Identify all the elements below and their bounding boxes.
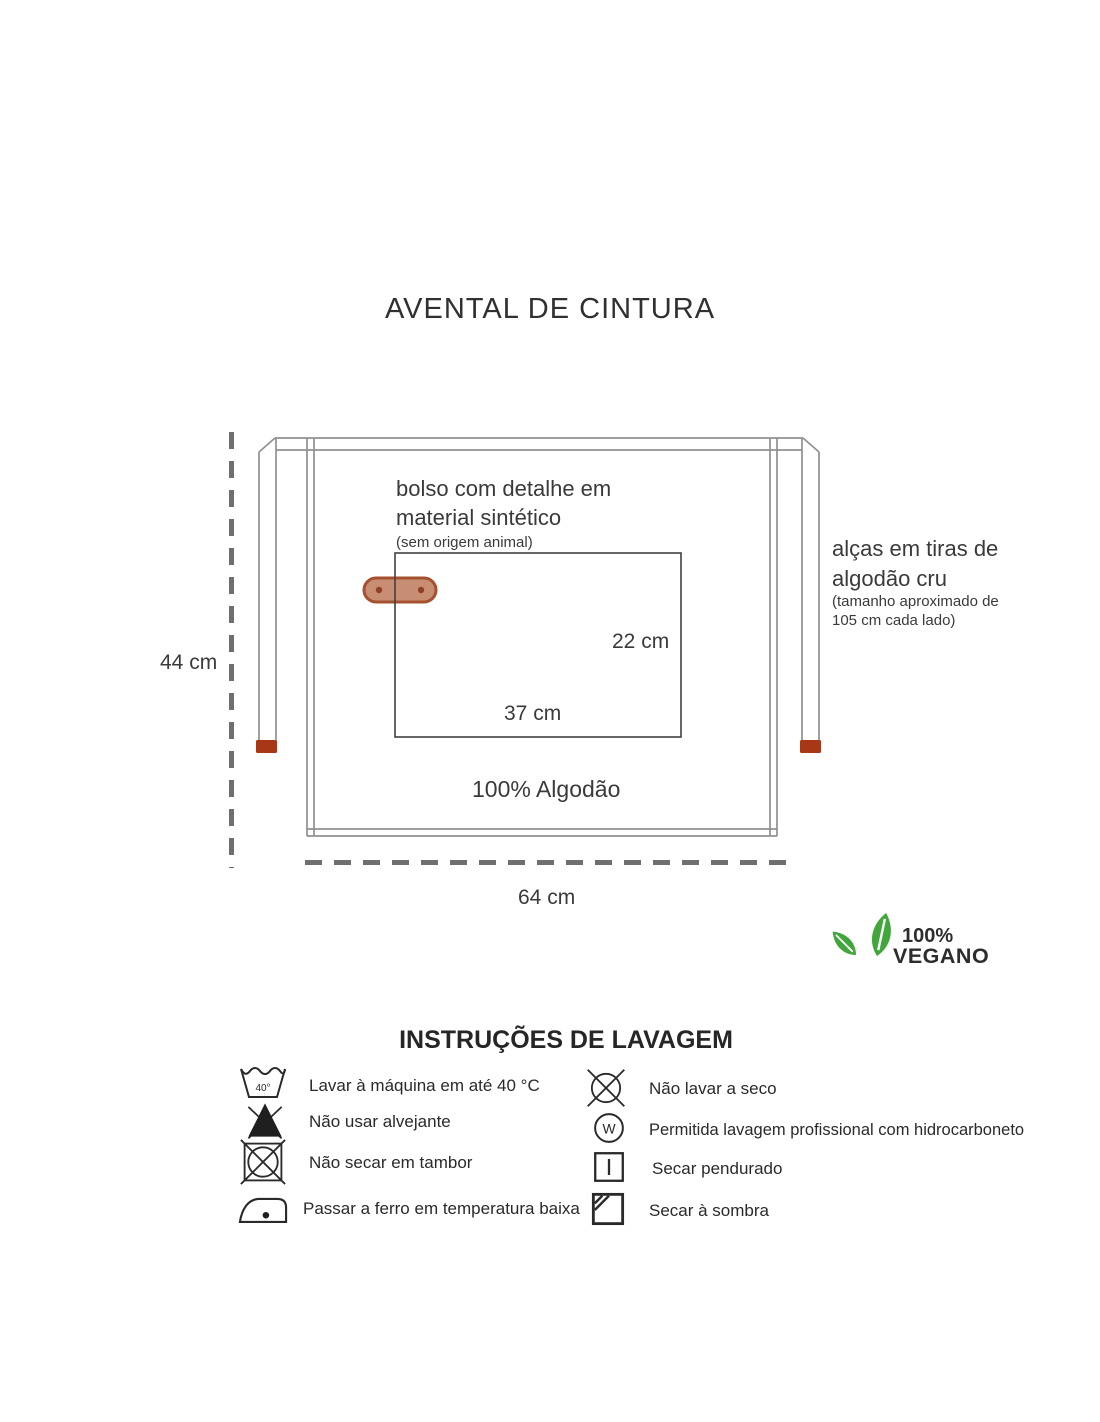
vegan-name: VEGANO [893, 944, 990, 968]
do-not-bleach-icon [243, 1099, 287, 1141]
straps-note-sub [832, 592, 999, 630]
tab-rivet-right [418, 587, 424, 593]
straps-note-line1: alças em tiras de [832, 536, 999, 561]
svg-text:W: W [602, 1120, 616, 1137]
pocket-tab [364, 578, 436, 602]
do-not-tumble-dry-icon [239, 1139, 287, 1185]
care-label-no-bleach: Não usar alvejante [309, 1112, 451, 1131]
dry-in-shade-icon [591, 1192, 625, 1226]
tab-rivet-left [376, 587, 382, 593]
hang-dry-icon [593, 1151, 625, 1183]
pocket-note-line1: bolso com detalhe em [396, 476, 612, 501]
care-label-dry-shade: Secar à sombra [649, 1201, 769, 1220]
width-dimension-line [305, 860, 787, 865]
svg-text:40°: 40° [255, 1083, 271, 1094]
straps-note-sub2: 105 cm cada lado) [832, 612, 956, 629]
straps-note [832, 534, 998, 594]
care-label-iron-low: Passar a ferro em temperatura baixa [303, 1199, 580, 1218]
iron-low-temperature-icon [238, 1192, 288, 1225]
pocket-width-label: 37 cm [504, 702, 562, 725]
fabric-label: 100% Algodão [472, 776, 621, 802]
straps-note-sub1: (tamanho aproximado de [832, 593, 999, 610]
height-dimension-line [229, 432, 234, 868]
pocket-note-sub: (sem origem animal) [396, 534, 533, 551]
machine-wash-40-icon [238, 1064, 288, 1100]
apron-width-label: 64 cm [518, 886, 576, 909]
apron-height-label: 44 cm [160, 651, 218, 674]
pocket-height-label: 22 cm [612, 630, 670, 653]
care-label-no-dry-clean: Não lavar a seco [649, 1079, 777, 1098]
pocket-note-line2: material sintético [396, 505, 562, 530]
strap-tip-left [256, 740, 277, 753]
straps-note-line2: algodão cru [832, 566, 947, 591]
do-not-dry-clean-icon [585, 1067, 627, 1109]
pocket-note [396, 474, 611, 532]
page-title: AVENTAL DE CINTURA [384, 293, 716, 325]
care-label-professional-clean: Permitida lavagem profissional com hidrocarboneto [649, 1121, 1025, 1139]
vegan-badge [830, 894, 995, 972]
care-label-hang-dry: Secar pendurado [652, 1159, 783, 1178]
care-label-no-tumble-dry: Não secar em tambor [309, 1153, 473, 1172]
professional-hydrocarbon-clean-icon [592, 1111, 626, 1145]
care-heading: INSTRUÇÕES DE LAVAGEM [399, 1026, 733, 1054]
care-label-machine-wash: Lavar à máquina em até 40 °C [309, 1076, 540, 1095]
leaves-icon [830, 911, 895, 960]
strap-tip-right [800, 740, 821, 753]
vegan-percent: 100% [902, 925, 954, 947]
